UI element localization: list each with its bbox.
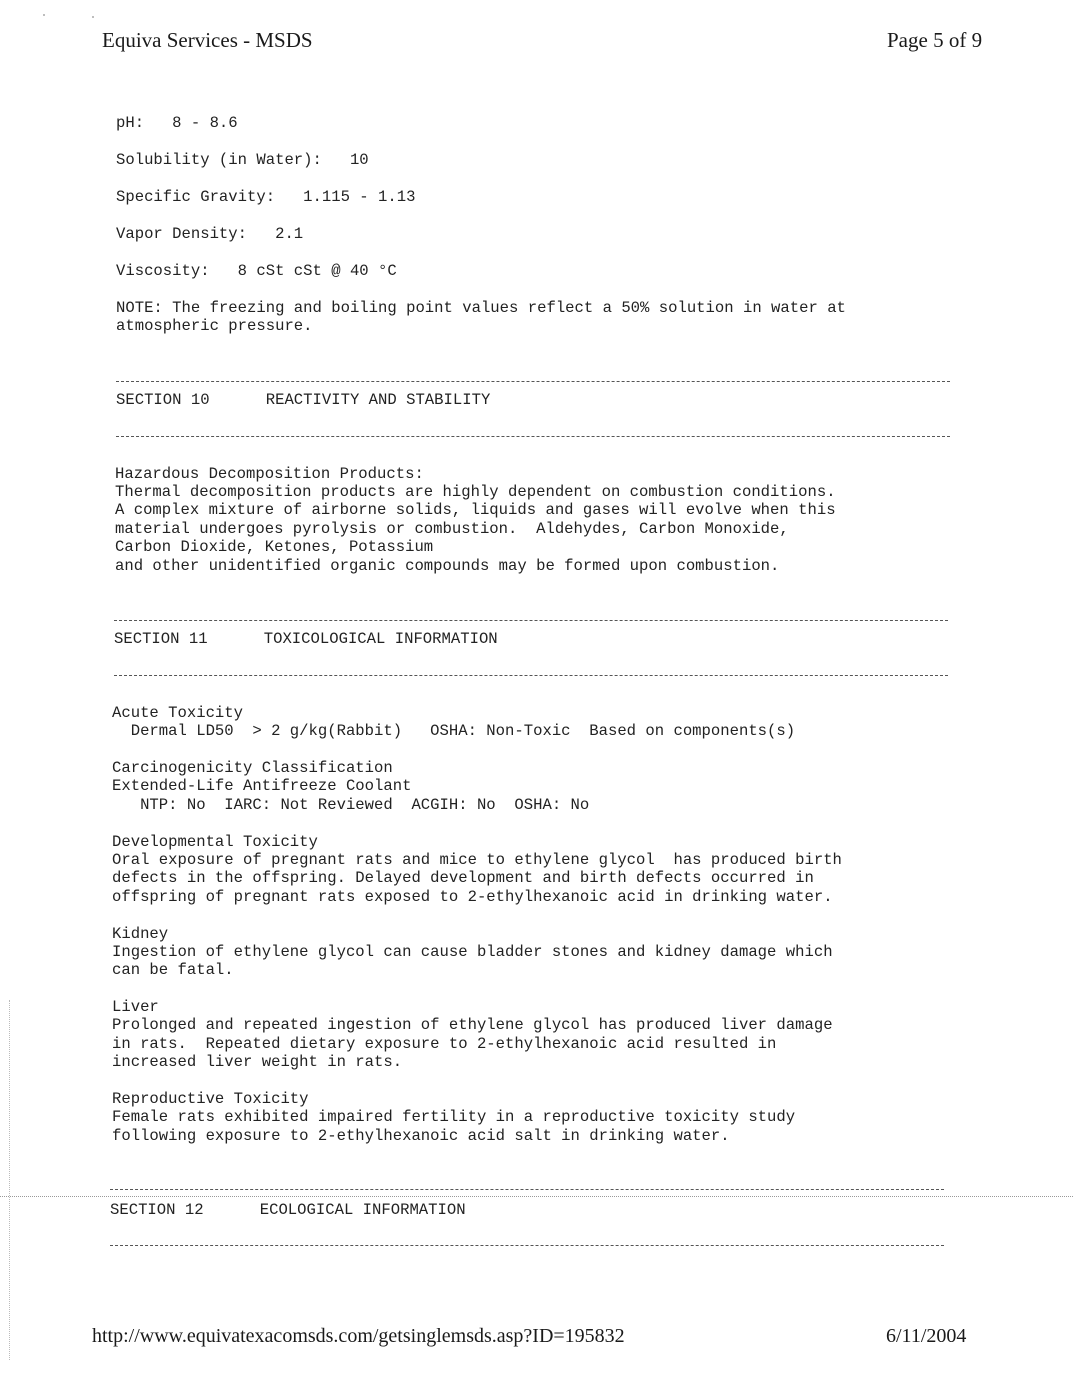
footer-url: http://www.equivatexacomsds.com/getsinglemsds.asp?ID=195832 <box>92 1325 625 1347</box>
ph-value: pH: 8 - 8.6 <box>116 114 238 132</box>
kidney-line: Ingestion of ethylene glycol can cause bladder stones and kidney damage which <box>112 943 833 961</box>
acute-toxicity-detail: Dermal LD50 > 2 g/kg(Rabbit) OSHA: Non-Toxic Based on components(s) <box>112 722 796 740</box>
footer-date: 6/11/2004 <box>886 1325 967 1347</box>
acute-toxicity-heading: Acute Toxicity <box>112 704 244 722</box>
viscosity-value: Viscosity: 8 cSt cSt @ 40 °C <box>116 262 397 280</box>
scan-edge-line <box>9 1000 10 1360</box>
reproductive-line: Female rats exhibited impaired fertility in a reproductive toxicity study <box>112 1108 796 1126</box>
kidney-line: can be fatal. <box>112 961 234 979</box>
section-divider <box>116 436 950 437</box>
scan-page-break-line <box>0 1196 1073 1197</box>
document-title: Equiva Services - MSDS <box>102 28 313 52</box>
scan-speck <box>43 14 45 16</box>
note-line: atmospheric pressure. <box>116 317 313 335</box>
carcinogenicity-product: Extended-Life Antifreeze Coolant <box>112 777 412 795</box>
reproductive-heading: Reproductive Toxicity <box>112 1090 309 1108</box>
developmental-heading: Developmental Toxicity <box>112 833 318 851</box>
scan-speck <box>92 16 94 18</box>
section-divider <box>114 675 948 676</box>
section-10-line: material undergoes pyrolysis or combustion. Aldehydes, Carbon Monoxide, <box>115 520 789 538</box>
liver-line: increased liver weight in rats. <box>112 1053 403 1071</box>
section-10-line: Carbon Dioxide, Ketones, Potassium <box>115 538 434 556</box>
section-divider <box>116 381 950 382</box>
page-number: Page 5 of 9 <box>887 28 983 52</box>
section-12-heading: SECTION 12 ECOLOGICAL INFORMATION <box>110 1201 466 1219</box>
reproductive-line: following exposure to 2-ethylhexanoic acid salt in drinking water. <box>112 1127 730 1145</box>
developmental-line: defects in the offspring. Delayed development and birth defects occurred in <box>112 869 814 887</box>
section-10-line: Hazardous Decomposition Products: <box>115 465 424 483</box>
carcinogenicity-heading: Carcinogenicity Classification <box>112 759 393 777</box>
developmental-line: offspring of pregnant rats exposed to 2-ethylhexanoic acid in drinking water. <box>112 888 833 906</box>
solubility-value: Solubility (in Water): 10 <box>116 151 369 169</box>
liver-line: in rats. Repeated dietary exposure to 2-ethylhexanoic acid resulted in <box>112 1035 777 1053</box>
carcinogenicity-detail: NTP: No IARC: Not Reviewed ACGIH: No OSHA: No <box>112 796 590 814</box>
section-10-line: A complex mixture of airborne solids, liquids and gases will evolve when this <box>115 501 836 519</box>
section-10-line: and other unidentified organic compounds may be formed upon combustion. <box>115 557 780 575</box>
vapor-density-value: Vapor Density: 2.1 <box>116 225 304 243</box>
liver-line: Prolonged and repeated ingestion of ethylene glycol has produced liver damage <box>112 1016 833 1034</box>
section-10-heading: SECTION 10 REACTIVITY AND STABILITY <box>116 391 491 409</box>
specific-gravity-value: Specific Gravity: 1.115 - 1.13 <box>116 188 416 206</box>
section-11-heading: SECTION 11 TOXICOLOGICAL INFORMATION <box>114 630 498 648</box>
kidney-heading: Kidney <box>112 925 169 943</box>
liver-heading: Liver <box>112 998 159 1016</box>
developmental-line: Oral exposure of pregnant rats and mice to ethylene glycol has produced birth <box>112 851 842 869</box>
section-divider <box>114 620 948 621</box>
section-10-line: Thermal decomposition products are highly dependent on combustion conditions. <box>115 483 836 501</box>
section-divider <box>110 1189 944 1190</box>
section-divider <box>110 1245 944 1246</box>
note-line: NOTE: The freezing and boiling point values reflect a 50% solution in water at <box>116 299 846 317</box>
